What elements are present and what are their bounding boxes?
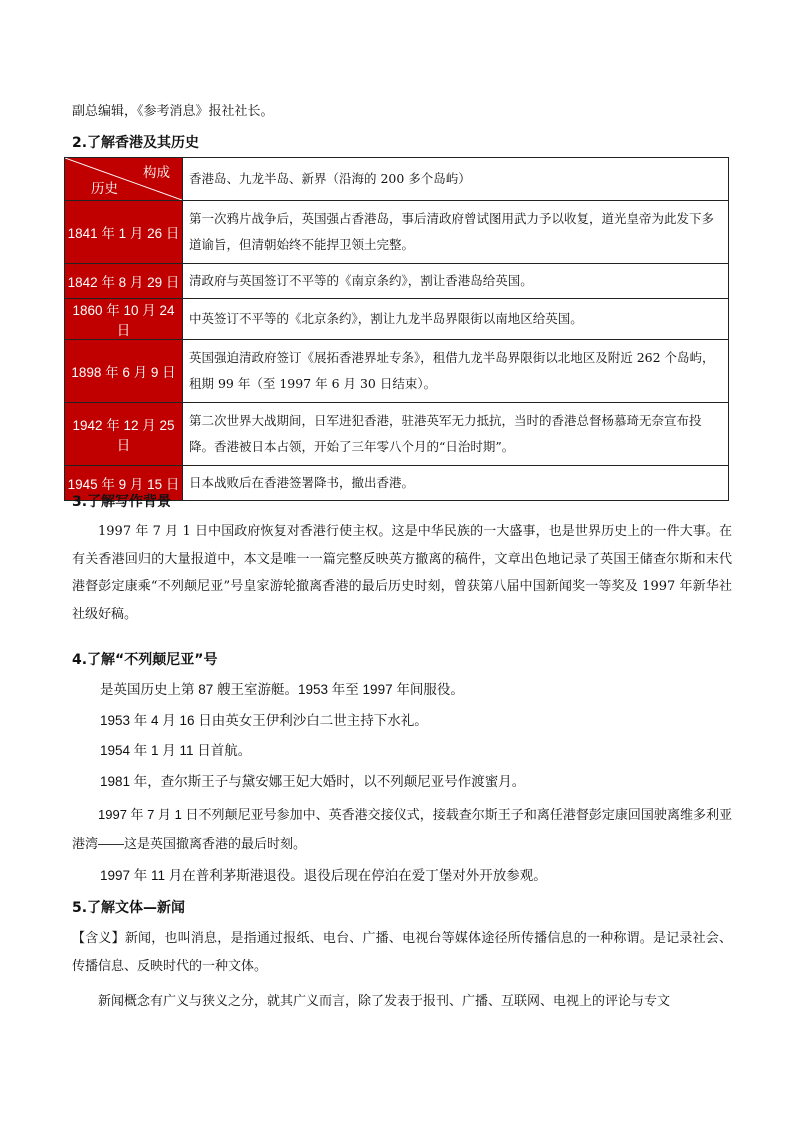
table-row — [65, 201, 729, 264]
header-bottom-label: 历史 — [91, 181, 118, 196]
boat-fact-line: 1953 年 4 月 16 日由英女王伊利沙白二世主持下水礼。 — [100, 713, 428, 728]
boat-fact-line: 1997 年 7 月 1 日不列颠尼亚号参加中、英香港交接仪式，接载查尔斯王子和离任港督彭定康回国驶离维多利亚港湾——这是英国撤离香港的最后时刻。 — [72, 807, 732, 851]
row-desc-cell: 清政府与英国签订不平等的《南京条约》，割让香港岛给英国。 — [183, 264, 729, 299]
hongkong-history-table — [64, 157, 729, 501]
row-desc-cell: 第一次鸦片战争后，英国强占香港岛，事后清政府曾试图用武力予以收复，道光皇帝为此发下多道谕旨，但清朝始终不能捍卫领土完整。 — [183, 201, 729, 264]
boat-fact-line: 是英国历史上第 87 艘王室游艇。1953 年至 1997 年间服役。 — [100, 682, 464, 697]
section4-heading: 4.了解“不列颠尼亚”号 — [72, 652, 218, 668]
row-date-cell: 1945 年 9 月 15 日 — [65, 466, 183, 501]
section5-definition-paragraph: 【含义】新闻，也叫消息，是指通过报纸、电台、广播、电视台等媒体途径所传播信息的一种称谓。是记录社会、传播信息、反映时代的一种文体。 — [72, 931, 732, 974]
table-row — [65, 403, 729, 466]
section3-paragraph: 1997 年 7 月 1 日中国政府恢复对香港行使主权。这是中华民族的一大盛事，也是世界历史上的一件大事。在有关香港回归的大量报道中，本文是唯一一篇完整反映英方撤离的稿件，文章出色地记录了英国王储查尔斯和末代港督彭定康乘“不列颠尼亚”号皇家游轮撤离香港的最后历史时刻，曾获第八届中国新闻奖一等奖及 1997 年新华社社级好稿。 — [72, 524, 732, 622]
row-date-cell: 1842 年 8 月 29 日 — [65, 264, 183, 299]
header-top-label: 构成 — [143, 165, 170, 180]
boat-fact-line: 1981 年，查尔斯王子与黛安娜王妃大婚时，以不列颠尼亚号作渡蜜月。 — [100, 774, 526, 789]
diagonal-header-cell — [65, 158, 183, 201]
section2-heading: 2.了解香港及其历史 — [72, 135, 200, 151]
intro-tail-text: 副总编辑，《参考消息》报社社长。 — [72, 104, 274, 119]
table-row — [65, 340, 729, 403]
row-date-cell: 1898 年 6 月 9 日 — [65, 340, 183, 403]
row-date-cell: 1860 年 10 月 24 日 — [65, 299, 183, 340]
boat-fact-line: 1954 年 1 月 11 日首航。 — [100, 743, 252, 758]
table-row — [65, 299, 729, 340]
section5-heading: 5.了解文体—新闻 — [72, 900, 186, 916]
section3-heading: 3.了解写作背景 — [72, 494, 172, 510]
table-row — [65, 264, 729, 299]
row-date-cell: 1942 年 12 月 25 日 — [65, 403, 183, 466]
table-header-row — [65, 158, 729, 201]
row-desc-cell: 日本战败后在香港签署降书，撤出香港。 — [183, 466, 729, 501]
row-desc-cell: 英国强迫清政府签订《展拓香港界址专条》，租借九龙半岛界限街以北地区及附近 262 个岛屿，租期 99 年（至 1997 年 6 月 30 日结束）。 — [183, 340, 729, 403]
row-date-cell: 1841 年 1 月 26 日 — [65, 201, 183, 264]
row-desc-cell: 中英签订不平等的《北京条约》，割让九龙半岛界限街以南地区给英国。 — [183, 299, 729, 340]
boat-fact-line: 1997 年 11 月在普利茅斯港退役。退役后现在停泊在爱丁堡对外开放参观。 — [100, 868, 547, 883]
header-desc-cell: 香港岛、九龙半岛、新界（沿海的 200 多个岛屿） — [183, 158, 729, 201]
section5-paragraph: 新闻概念有广义与狭义之分，就其广义而言，除了发表于报刊、广播、互联网、电视上的评论与专文 — [98, 994, 671, 1009]
row-desc-cell: 第二次世界大战期间，日军进犯香港，驻港英军无力抵抗，当时的香港总督杨慕琦无奈宣布投降。香港被日本占领，开始了三年零八个月的“日治时期”。 — [183, 403, 729, 466]
